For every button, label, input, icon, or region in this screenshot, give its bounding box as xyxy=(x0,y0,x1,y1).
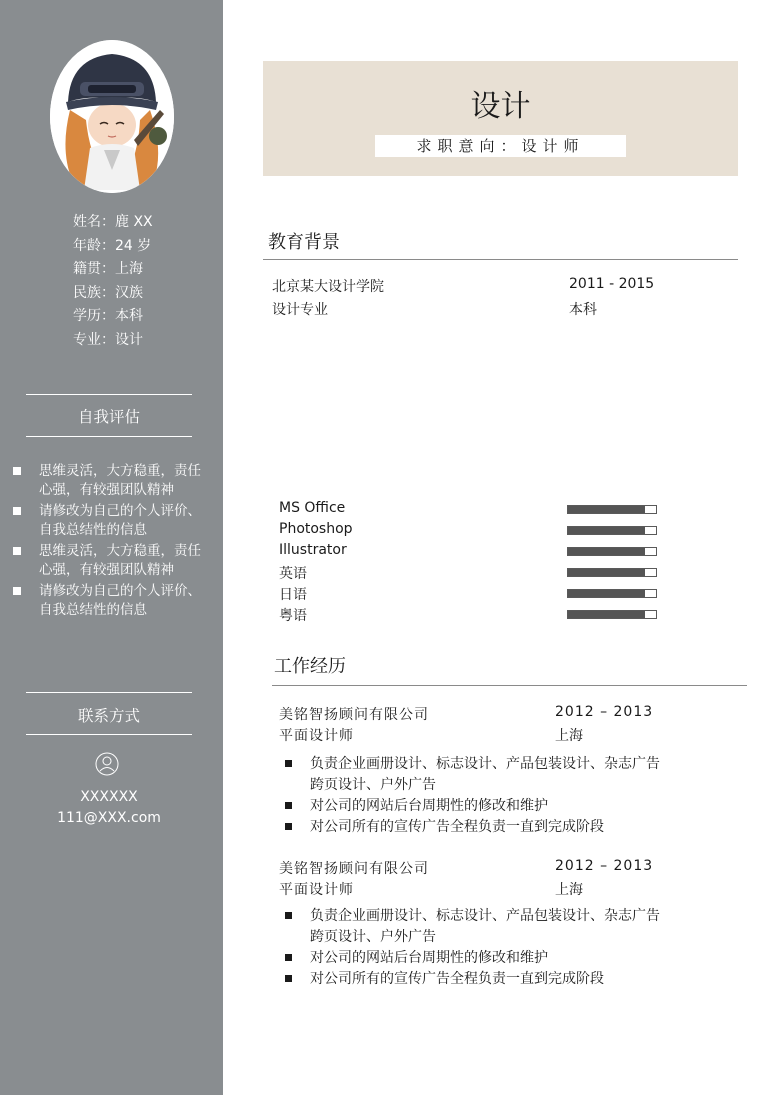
info-origin: 籍贯：上海 xyxy=(73,261,143,277)
job-years: 2012 – 2013 xyxy=(555,704,654,720)
info-major: 专业：设计 xyxy=(73,331,143,348)
job-company: 美铭智扬顾问有限公司 xyxy=(279,861,429,877)
skill-level-bar xyxy=(567,526,657,535)
duty-text: 对公司所有的宣传广告全程负责一直到完成阶段 xyxy=(310,971,604,987)
divider xyxy=(26,394,192,395)
list-item xyxy=(285,796,665,817)
bullet-square-icon xyxy=(13,467,21,475)
skill-name: 粤语 xyxy=(279,608,307,624)
skill-name: MS Office xyxy=(279,500,346,516)
list-item-text: 思维灵活，大方稳重，责任心强，有较强团队精神 xyxy=(39,463,201,498)
contact-phone: XXXXXX xyxy=(80,789,138,805)
list-item xyxy=(12,542,208,579)
self-eval-title: 自我评估 xyxy=(77,408,140,426)
divider xyxy=(26,436,192,437)
job-years: 2012 – 2013 xyxy=(555,858,654,874)
list-item xyxy=(285,906,665,948)
skill-row xyxy=(279,584,659,605)
list-item xyxy=(285,969,665,990)
job-location: 上海 xyxy=(555,882,583,898)
job-duties xyxy=(285,906,665,990)
education-major: 设计专业 xyxy=(272,302,328,318)
bullet-square-icon xyxy=(13,507,21,515)
education-school: 北京某大设计学院 xyxy=(272,279,384,295)
bullet-square-icon xyxy=(285,823,292,830)
duty-text: 对公司所有的宣传广告全程负责一直到完成阶段 xyxy=(310,819,604,835)
list-item xyxy=(285,948,665,969)
list-item xyxy=(285,754,665,796)
skill-level-bar xyxy=(567,547,657,556)
skill-name: Photoshop xyxy=(279,521,353,537)
work-title: 工作经历 xyxy=(274,656,346,677)
job-position: 平面设计师 xyxy=(279,882,354,898)
divider xyxy=(26,692,192,693)
personal-info xyxy=(73,211,153,352)
skill-level-fill xyxy=(568,548,645,555)
job-location: 上海 xyxy=(555,728,583,744)
sidebar xyxy=(0,0,223,1095)
skill-name: 英语 xyxy=(279,566,307,582)
job-duties xyxy=(285,754,665,838)
bullet-square-icon xyxy=(285,912,292,919)
section-divider xyxy=(263,259,738,260)
list-item-text: 请修改为自己的个人评价、自我总结性的信息 xyxy=(39,583,201,618)
bullet-square-icon xyxy=(285,954,292,961)
skill-row xyxy=(279,542,659,563)
education-title: 教育背景 xyxy=(268,232,340,253)
skill-row xyxy=(279,521,659,542)
skill-level-bar xyxy=(567,610,657,619)
education-degree: 本科 xyxy=(569,302,597,318)
skill-row xyxy=(279,563,659,584)
section-divider xyxy=(272,685,747,686)
info-age: 年龄：24 岁 xyxy=(73,237,152,254)
duty-text: 负责企业画册设计、标志设计、产品包装设计、杂志广告跨页设计、户外广告 xyxy=(310,908,660,945)
page-title: 设计 xyxy=(470,89,531,124)
self-eval-list xyxy=(12,462,208,622)
bullet-square-icon xyxy=(13,587,21,595)
skill-level-fill xyxy=(568,569,645,576)
skill-level-fill xyxy=(568,590,645,597)
duty-text: 负责企业画册设计、标志设计、产品包装设计、杂志广告跨页设计、户外广告 xyxy=(310,756,660,793)
contact-title: 联系方式 xyxy=(77,707,140,725)
avatar xyxy=(50,40,174,193)
skill-level-bar xyxy=(567,568,657,577)
bullet-square-icon xyxy=(285,760,292,767)
duty-text: 对公司的网站后台周期性的修改和维护 xyxy=(310,950,548,966)
contact-email[interactable]: 111@XXX.com xyxy=(57,810,161,826)
skill-level-bar xyxy=(567,589,657,598)
skill-row xyxy=(279,605,659,626)
list-item xyxy=(12,462,208,499)
skill-level-fill xyxy=(568,527,645,534)
bullet-square-icon xyxy=(285,975,292,982)
bullet-square-icon xyxy=(285,802,292,809)
skill-name: Illustrator xyxy=(279,542,347,558)
list-item xyxy=(285,817,665,838)
header-box xyxy=(263,61,738,176)
list-item xyxy=(12,582,208,619)
skill-row xyxy=(279,500,659,521)
duty-text: 对公司的网站后台周期性的修改和维护 xyxy=(310,798,548,814)
info-ethnicity: 民族：汉族 xyxy=(73,284,143,301)
job-position: 平面设计师 xyxy=(279,728,354,744)
divider xyxy=(26,734,192,735)
skill-level-bar xyxy=(567,505,657,514)
avatar-illustration xyxy=(50,40,174,193)
job-intent: 求职意向：设计师 xyxy=(375,135,626,157)
bullet-square-icon xyxy=(13,547,21,555)
education-years: 2011 - 2015 xyxy=(569,276,655,292)
skill-name: 日语 xyxy=(279,587,307,603)
info-degree: 学历：本科 xyxy=(73,308,143,324)
skill-level-fill xyxy=(568,506,645,513)
list-item xyxy=(12,502,208,539)
list-item-text: 请修改为自己的个人评价、自我总结性的信息 xyxy=(39,503,201,538)
list-item-text: 思维灵活，大方稳重，责任心强，有较强团队精神 xyxy=(39,543,201,578)
job-company: 美铭智扬顾问有限公司 xyxy=(279,707,429,723)
user-icon xyxy=(95,752,119,776)
skill-level-fill xyxy=(568,611,645,618)
info-name: 姓名：鹿 XX xyxy=(73,214,153,230)
